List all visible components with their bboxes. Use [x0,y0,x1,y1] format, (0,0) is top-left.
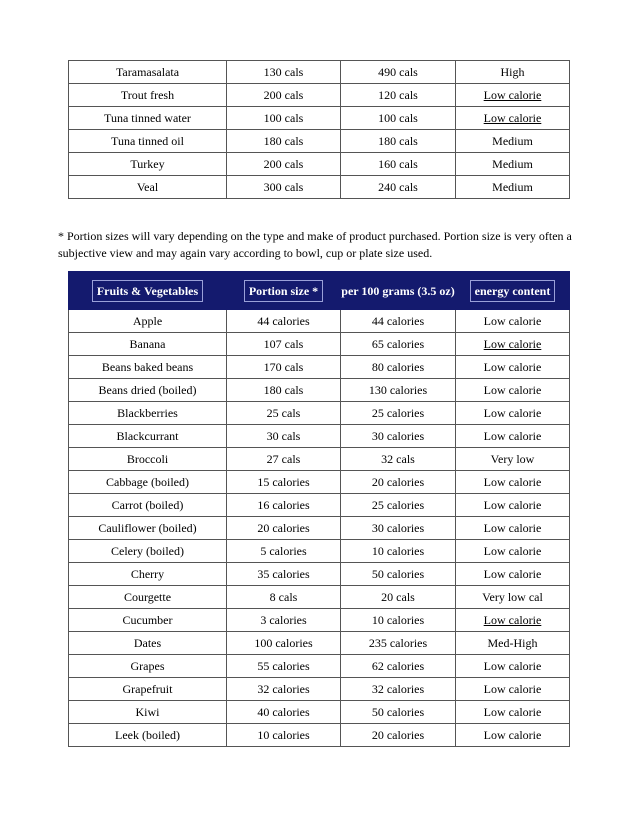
food-cell: Cucumber [69,609,227,632]
food-cell: Tuna tinned water [69,107,227,130]
portion-cell: 32 calories [227,678,341,701]
portion-cell: 100 cals [227,107,341,130]
food-cell: Cabbage (boiled) [69,471,227,494]
table-row [69,333,570,356]
energy-cell: Low calorie [456,356,570,379]
energy-cell: Low calorie [456,471,570,494]
energy-cell: Low calorie [456,678,570,701]
energy-cell: Low calorie [456,701,570,724]
portion-cell: 30 cals [227,425,341,448]
table-row [69,563,570,586]
table-row [69,176,570,199]
portion-cell: 200 cals [227,153,341,176]
energy-cell: Low calorie [456,84,570,107]
per100-cell: 490 cals [341,61,456,84]
per100-cell: 25 calories [341,402,456,425]
food-cell: Cauliflower (boiled) [69,517,227,540]
table-row [69,517,570,540]
food-cell: Celery (boiled) [69,540,227,563]
energy-cell: Low calorie [456,379,570,402]
header-portion: Portion size * [227,272,341,310]
food-cell: Carrot (boiled) [69,494,227,517]
table-row [69,494,570,517]
food-cell: Blackberries [69,402,227,425]
table1-body [69,61,570,199]
portion-cell: 16 calories [227,494,341,517]
per100-cell: 120 cals [341,84,456,107]
portion-cell: 20 calories [227,517,341,540]
table-row [69,655,570,678]
portion-cell: 40 calories [227,701,341,724]
per100-cell: 160 cals [341,153,456,176]
energy-cell: Med-High [456,632,570,655]
table-row [69,724,570,747]
portion-cell: 15 calories [227,471,341,494]
food-cell: Broccoli [69,448,227,471]
per100-cell: 50 calories [341,701,456,724]
food-cell: Courgette [69,586,227,609]
food-cell: Turkey [69,153,227,176]
energy-cell: Medium [456,130,570,153]
table-row [69,402,570,425]
food-cell: Apple [69,310,227,333]
per100-cell: 10 calories [341,609,456,632]
portion-cell: 5 calories [227,540,341,563]
per100-cell: 32 cals [341,448,456,471]
portion-cell: 300 cals [227,176,341,199]
table-row [69,701,570,724]
energy-cell: Low calorie [456,310,570,333]
per100-cell: 20 calories [341,471,456,494]
food-cell: Trout fresh [69,84,227,107]
food-cell: Kiwi [69,701,227,724]
food-cell: Beans baked beans [69,356,227,379]
food-cell: Blackcurrant [69,425,227,448]
table-header-row [69,272,570,310]
table-row [69,678,570,701]
per100-cell: 100 cals [341,107,456,130]
portion-cell: 180 cals [227,130,341,153]
per100-cell: 25 calories [341,494,456,517]
per100-cell: 20 calories [341,724,456,747]
meat-fish-calorie-table [68,60,570,199]
per100-cell: 32 calories [341,678,456,701]
food-cell: Grapefruit [69,678,227,701]
table-row [69,130,570,153]
table-row [69,310,570,333]
per100-cell: 10 calories [341,540,456,563]
table-row [69,356,570,379]
food-cell: Cherry [69,563,227,586]
energy-cell: Low calorie [456,563,570,586]
energy-cell: Low calorie [456,333,570,356]
energy-cell: Medium [456,176,570,199]
table-row [69,379,570,402]
food-cell: Tuna tinned oil [69,130,227,153]
table-row [69,609,570,632]
table-row [69,425,570,448]
table-row [69,153,570,176]
header-food: Fruits & Vegetables [69,272,227,310]
energy-cell: Low calorie [456,540,570,563]
per100-cell: 62 calories [341,655,456,678]
portion-cell: 8 cals [227,586,341,609]
table-row [69,586,570,609]
table-row [69,471,570,494]
per100-cell: 30 calories [341,425,456,448]
portion-cell: 170 cals [227,356,341,379]
table-row [69,61,570,84]
per100-cell: 130 calories [341,379,456,402]
per100-cell: 65 calories [341,333,456,356]
per100-cell: 50 calories [341,563,456,586]
portion-cell: 100 calories [227,632,341,655]
energy-cell: Low calorie [456,609,570,632]
energy-cell: Very low cal [456,586,570,609]
portion-cell: 130 cals [227,61,341,84]
table-row [69,448,570,471]
header-per100: per 100 grams (3.5 oz) [341,272,456,310]
food-cell: Beans dried (boiled) [69,379,227,402]
per100-cell: 30 calories [341,517,456,540]
energy-cell: Low calorie [456,402,570,425]
food-cell: Dates [69,632,227,655]
portion-cell: 44 calories [227,310,341,333]
portion-cell: 180 cals [227,379,341,402]
portion-cell: 3 calories [227,609,341,632]
energy-cell: Low calorie [456,517,570,540]
energy-cell: Low calorie [456,107,570,130]
energy-cell: Low calorie [456,425,570,448]
food-cell: Grapes [69,655,227,678]
energy-cell: High [456,61,570,84]
table-row [69,632,570,655]
table2-body [69,310,570,747]
portion-cell: 55 calories [227,655,341,678]
per100-cell: 44 calories [341,310,456,333]
portion-cell: 200 cals [227,84,341,107]
portion-cell: 27 cals [227,448,341,471]
food-cell: Leek (boiled) [69,724,227,747]
portion-cell: 35 calories [227,563,341,586]
energy-cell: Medium [456,153,570,176]
food-cell: Banana [69,333,227,356]
portion-size-note: * Portion sizes will vary depending on the type and make of product purchased. Portion size is very often a subjective view and may again vary according to bowl, cup or plate size used. [58,229,572,260]
portion-cell: 10 calories [227,724,341,747]
table-row [69,540,570,563]
energy-cell: Very low [456,448,570,471]
fruits-vegetables-calorie-table [68,271,570,747]
per100-cell: 180 cals [341,130,456,153]
header-energy: energy content [456,272,570,310]
energy-cell: Low calorie [456,655,570,678]
per100-cell: 240 cals [341,176,456,199]
table-row [69,84,570,107]
portion-cell: 25 cals [227,402,341,425]
portion-cell: 107 cals [227,333,341,356]
per100-cell: 235 calories [341,632,456,655]
per100-cell: 80 calories [341,356,456,379]
energy-cell: Low calorie [456,724,570,747]
energy-cell: Low calorie [456,494,570,517]
food-cell: Taramasalata [69,61,227,84]
per100-cell: 20 cals [341,586,456,609]
food-cell: Veal [69,176,227,199]
table-row [69,107,570,130]
